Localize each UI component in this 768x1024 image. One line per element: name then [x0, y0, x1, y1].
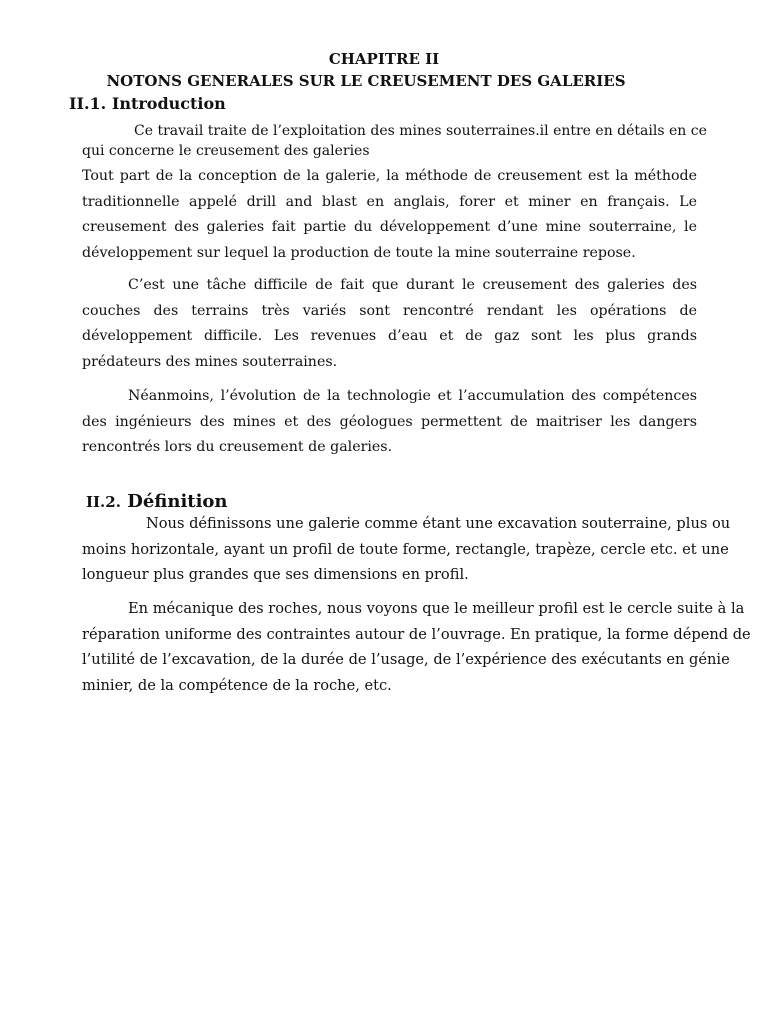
section-heading-introduction	[69, 94, 226, 113]
chapter-subtitle: NOTONS GENERALES SUR LE CREUSEMENT DES GALERIES	[106, 72, 626, 90]
chapter-title: CHAPITRE II	[328, 50, 440, 68]
section-title: Introduction	[111, 94, 226, 113]
section-heading-definition	[86, 491, 228, 512]
section-title: Définition	[127, 491, 228, 512]
intro-paragraph-2: Tout part de la conception de la galerie, la méthode de creusement est la méthode traditionnelle appelé drill and blast en anglais, forer et miner en français. Le creusement des galeries fait partie du développement d’une mine souterraine, le développement sur lequel la production de toute la mine souterraine repose.	[82, 168, 697, 262]
definition-paragraph-1: Nous définissons une galerie comme étant une excavation souterraine, plus ou moins horizontale, ayant un profil de toute forme, rectangle, trapèze, cercle etc. et une longueur plus grandes que ses dimensions en profil.	[82, 515, 731, 584]
intro-paragraph-1: Ce travail traite de l’exploitation des mines souterraines.il entre en détails en ce qui concerne le creusement des galeries	[82, 123, 707, 159]
section-number: II.2.	[86, 493, 121, 511]
definition-paragraph-2: En mécanique des roches, nous voyons que le meilleur profil est le cercle suite à la réparation uniforme des contraintes autour de l’ouvrage. En pratique, la forme dépend de l’utilité de l’excavation, de la durée de l’usage, de l’expérience des exécutants en génie minier, de la compétence de la roche, etc.	[82, 600, 751, 695]
intro-paragraph-3: C’est une tâche difficile de fait que durant le creusement des galeries des couches des terrains très variés sont rencontré rendant les opérations de développement difficile. Les revenues d’eau et de gaz sont les plus grands prédateurs des mines souterraines.	[82, 277, 697, 371]
section-number: II.1.	[69, 94, 107, 113]
intro-paragraph-4: Néanmoins, l’évolution de la technologie et l’accumulation des compétences des ingénieurs des mines et des géologues permettent de maitriser les dangers rencontrés lors du creusement de galeries.	[82, 388, 697, 456]
